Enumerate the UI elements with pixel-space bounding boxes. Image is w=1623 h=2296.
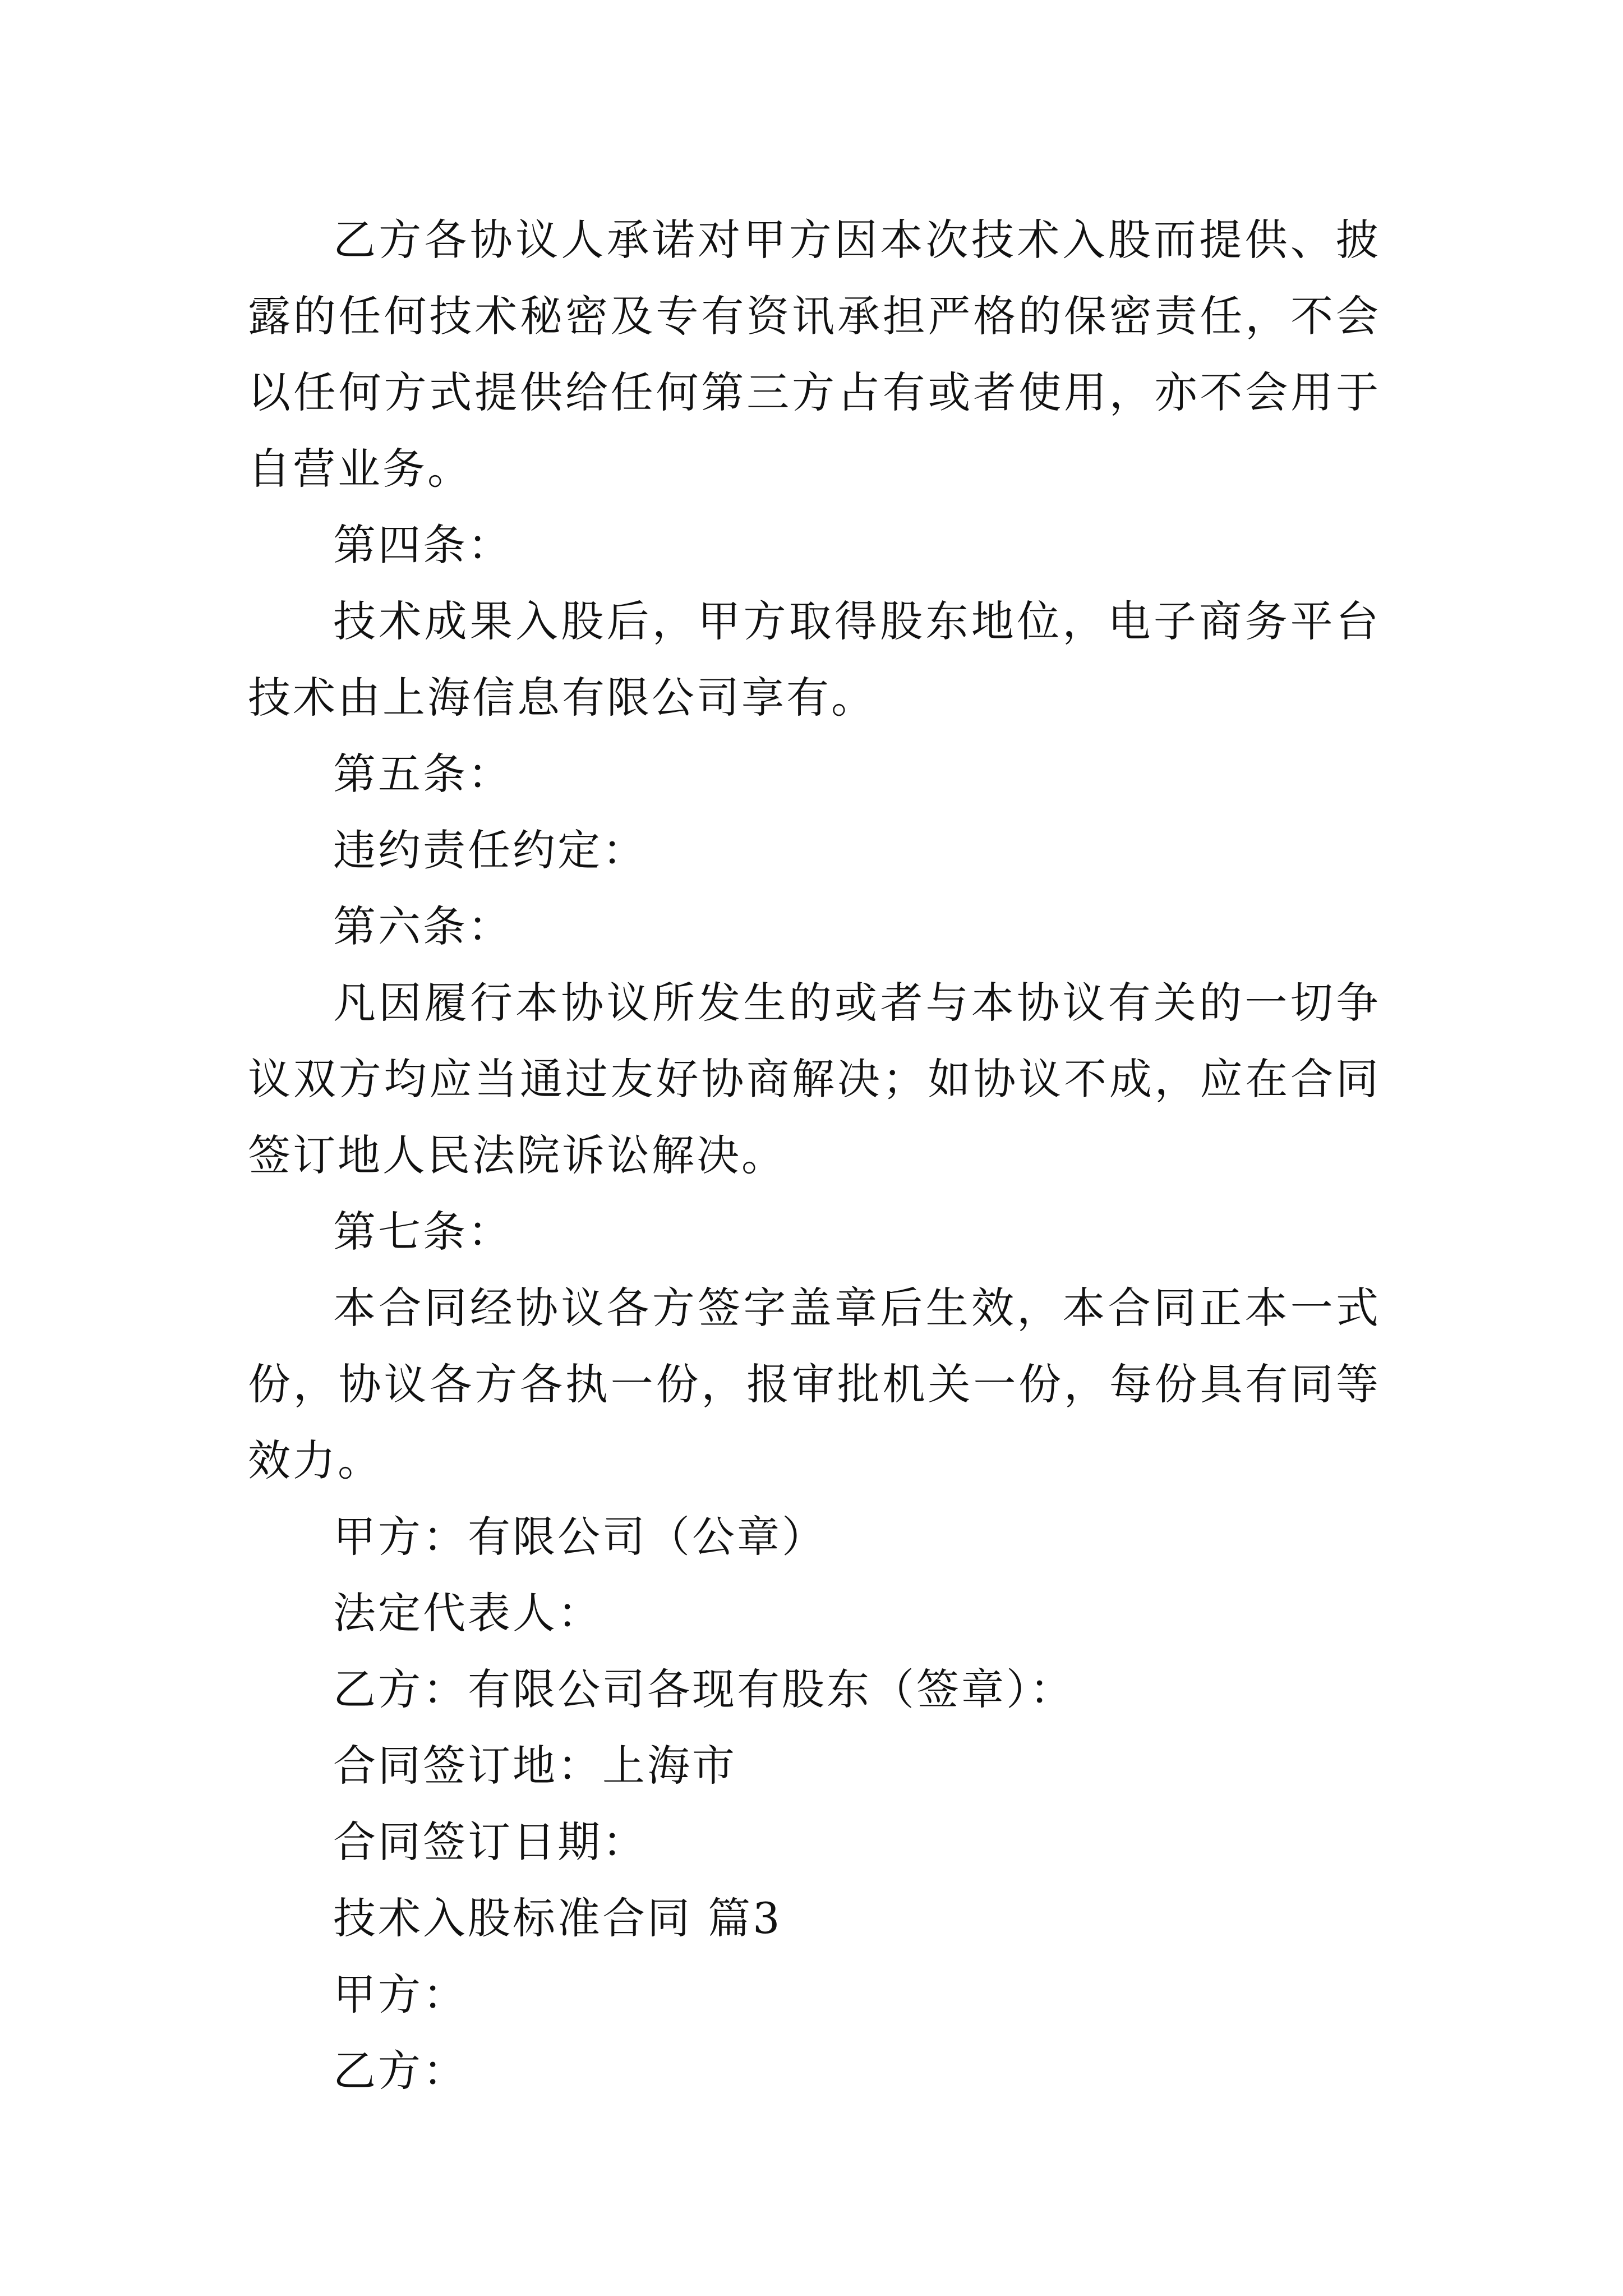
document-body xyxy=(248,202,1381,2109)
article-6-heading: 第六条： xyxy=(333,901,513,951)
article-6-paragraph: 凡因履行本协议所发生的或者与本协议有关的一切争议双方均应当通过友好协商解决；如协议不成，应在合同签订地人民法院诉讼解决。 xyxy=(248,978,1381,1180)
signing-date-line: 合同签订日期： xyxy=(333,1817,647,1867)
article-5-heading: 第五条： xyxy=(333,749,513,799)
party-a-line: 甲方： xyxy=(333,1970,468,2019)
confidentiality-paragraph: 乙方各协议人承诺对甲方因本次技术入股而提供、披露的任何技术秘密及专有资讯承担严格的保密责任，不会以任何方式提供给任何第三方占有或者使用，亦不会用于自营业务。 xyxy=(248,215,1381,494)
party-a-signature-line: 甲方：有限公司（公章） xyxy=(333,1512,827,1562)
signing-place-line: 合同签订地：上海市 xyxy=(333,1741,737,1791)
party-b-signature-line: 乙方：有限公司各现有股东（签章）： xyxy=(333,1664,1075,1714)
article-5-paragraph: 违约责任约定： xyxy=(333,825,647,875)
contract-3-title: 技术入股标准合同 篇3 xyxy=(333,1893,782,1943)
party-b-line: 乙方： xyxy=(333,2046,468,2096)
article-7-heading: 第七条： xyxy=(333,1207,513,1257)
article-4-paragraph: 技术成果入股后，甲方取得股东地位，电子商务平台技术由上海信息有限公司享有。 xyxy=(248,596,1381,723)
article-4-heading: 第四条： xyxy=(333,520,513,570)
legal-representative-line: 法定代表人： xyxy=(333,1588,602,1638)
article-7-paragraph: 本合同经协议各方签字盖章后生效，本合同正本一式份，协议各方各执一份，报审批机关一份，每份具有同等效力。 xyxy=(248,1283,1381,1485)
